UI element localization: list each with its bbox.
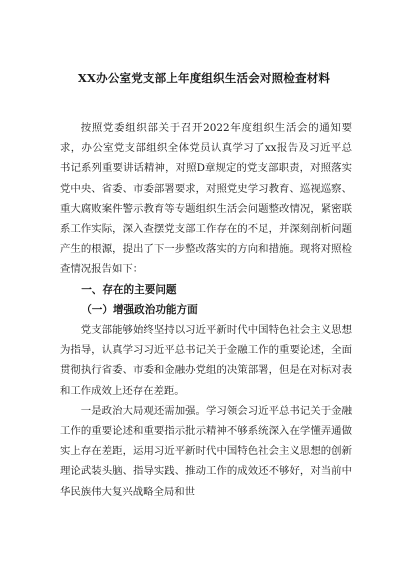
subsection-heading: （一）增强政治功能方面 [81, 303, 198, 316]
intro-paragraph: 按照党委组织部关于召开2022年度组织生活会的通知要求，办公室党支部组织全体党员认真学习了xx报告及习近平总书记系列重要讲话精神，对照D章规定的党支部职责，对照落实党中央、省委、市委部署要求，对照党史学习教育、巡视巡察、重大腐败案件警示教育等专题组织生活会问题整改情况，紧密联系工作实际，深入查摆党支部工作存在的不足，并深刻剖析问题产生的根源，提出了下一步整改落实的方向和措施。现将对照检查情况报告如下： [60, 122, 352, 276]
body-paragraph: 党支部能够始终坚持以习近平新时代中国特色社会主义思想为指导，认真学习习近平总书记关于金融工作的重要论述，全面贯彻执行省委、市委和金融办党组的决策部署，但是在对标对表和工作成效上还存在差距。 [60, 324, 352, 397]
section-heading: 一、存在的主要问题 [81, 283, 177, 296]
document-title: XX办公室党支部上年度组织生活会对照检查材料 [77, 71, 331, 85]
body-paragraph: 一是政治大局观还需加强。学习领会习近平总书记关于金融工作的重要论述和重要指示批示精神不够系统深入在学懂弄通做实上存在差距，运用习近平新时代中国特色社会主义思想的创新理论武装头脑、指导实践、推动工作的成效还不够好，对当前中华民族伟大复兴战略全局和世 [60, 404, 352, 498]
document-body [60, 118, 352, 502]
